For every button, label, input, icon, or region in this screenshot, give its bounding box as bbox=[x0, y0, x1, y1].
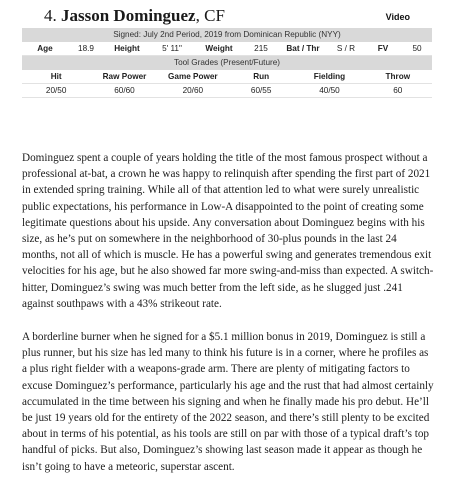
prospect-name: Jasson Dominguez bbox=[61, 6, 196, 25]
tool-grades-header bbox=[22, 70, 432, 84]
height-value: 5' 11" bbox=[162, 44, 182, 53]
video-link[interactable]: Video bbox=[385, 12, 410, 22]
bio-row bbox=[22, 42, 432, 56]
prospect-title bbox=[44, 7, 225, 25]
prospect-rank: 4. bbox=[44, 6, 57, 25]
fv-label: FV bbox=[377, 44, 389, 53]
stats-table bbox=[22, 28, 432, 98]
age-value: 18.9 bbox=[78, 44, 94, 53]
tool-value-game-power: 20/60 bbox=[182, 86, 204, 95]
prospect-position: , CF bbox=[195, 6, 225, 25]
weight-label: Weight bbox=[205, 44, 233, 53]
bat-throw-value: S / R bbox=[336, 44, 356, 53]
tool-grades-title: Tool Grades (Present/Future) bbox=[22, 56, 432, 70]
report-paragraph-1: Dominguez spent a couple of years holding the title of the most famous prospect without a professional at-bat, a crown he was happy to relinquish after spending the first part of 2021 in extended spring training. While all of that attention led to what were surely unrealistic public expectations, his performance in Low-A disappointed to the point of creating some legitimate questions about his upside. Any conversation about Dominguez begins with his size, as he’s put on somewhere in the neighborhood of 30-plus pounds in the last 24 months, not all of which is muscle. He has a powerful swing and generates tremendous exit velocities for his age, but he also showed far more swing-and-miss than expected. A switch-hitter, Dominguez’s swing was much better from the left side, as he slugged just .241 against southpaws with a 43% strikeout rate. bbox=[22, 152, 434, 310]
tool-header-game-power: Game Power bbox=[168, 72, 218, 81]
tool-header-hit: Hit bbox=[50, 72, 62, 81]
tool-value-fielding: 40/50 bbox=[319, 86, 340, 95]
weight-value: 215 bbox=[254, 44, 268, 53]
tool-header-run: Run bbox=[253, 72, 270, 81]
tool-value-hit: 20/50 bbox=[45, 86, 67, 95]
tool-value-run: 60/55 bbox=[250, 86, 272, 95]
tool-header-raw-power: Raw Power bbox=[102, 72, 147, 81]
fv-value: 50 bbox=[412, 44, 422, 53]
tool-header-throw: Throw bbox=[385, 72, 411, 81]
height-label: Height bbox=[114, 44, 140, 53]
signing-info: Signed: July 2nd Period, 2019 from Dominican Republic (NYY) bbox=[22, 28, 432, 42]
tool-value-raw-power: 60/60 bbox=[114, 86, 135, 95]
age-label: Age bbox=[37, 44, 53, 53]
prospect-header bbox=[22, 0, 432, 24]
report-paragraph-2: A borderline burner when he signed for a $5.1 million bonus in 2019, Dominguez is still a plus runner, but his size has led many to think his future is in a corner, where he profiles as a plus right fielder with a weapons-grade arm. There are plenty of mitigating factors to excuse Dominguez’s performance, particularly his age and the rust that had almost certainly accumulated in the time between his signing and when he finally made his pro debut. He’ll be just 19 years old for the entirety of the 2022 season, and there’s still plenty to be excited about in terms of his potential, as his tools are still on par with those of a typical draft’s top handful of picks. But also, Dominguez’s showing last season made it appear as though he isn’t going to have a meteoric, superstar ascent. bbox=[22, 331, 434, 473]
tool-value-throw: 60 bbox=[393, 86, 403, 95]
tool-header-fielding: Fielding bbox=[313, 72, 346, 81]
tool-grades-values bbox=[22, 84, 432, 98]
scouting-report bbox=[22, 150, 434, 492]
bat-throw-label: Bat / Thr bbox=[286, 44, 320, 53]
